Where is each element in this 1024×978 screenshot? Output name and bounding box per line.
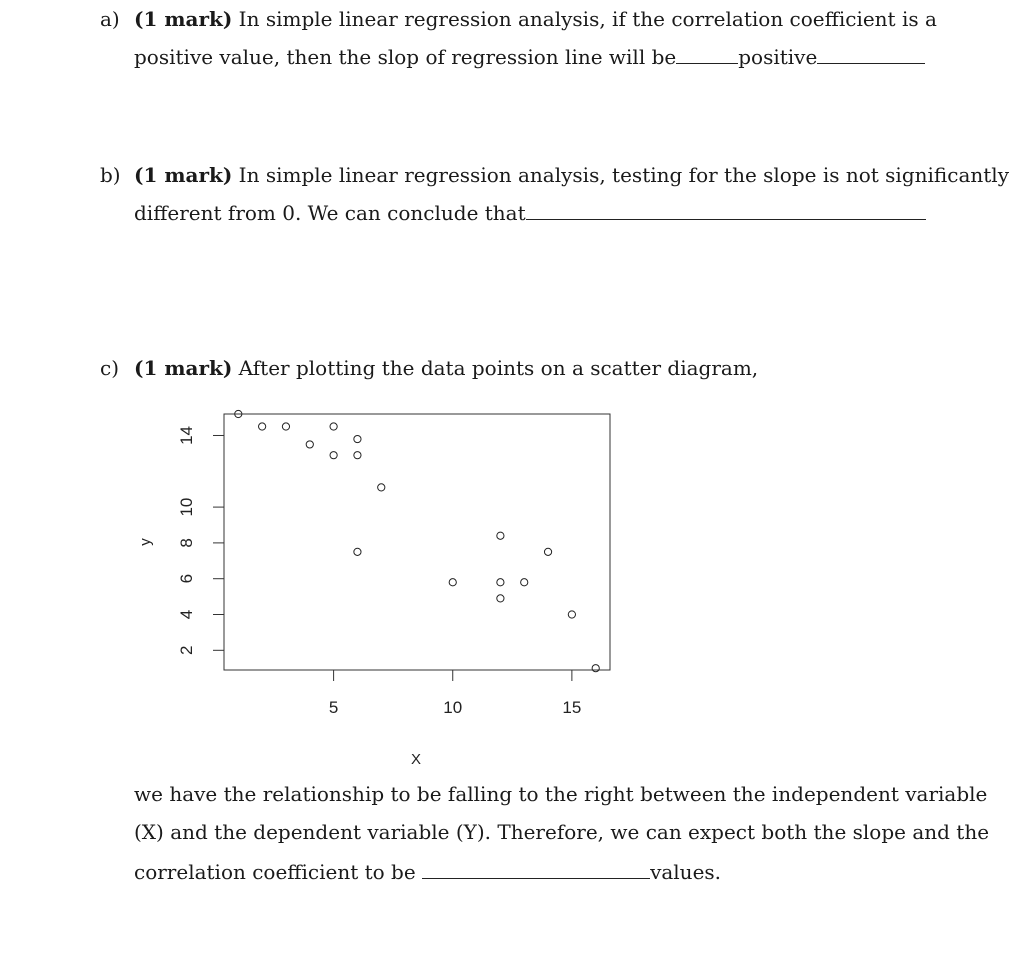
data-point-5 — [330, 452, 337, 459]
question-c-text-4: values. — [650, 860, 722, 884]
data-point-7 — [354, 452, 361, 459]
answer-a: positive — [738, 45, 818, 69]
y-tick-label-3: 8 — [177, 538, 196, 548]
question-a-label: a) — [100, 7, 120, 31]
question-b-text: In simple linear regression analysis, testing for the slope is not significantly — [232, 163, 1009, 187]
y-tick-label-0: 2 — [177, 645, 196, 656]
data-point-16 — [568, 611, 575, 618]
question-c-text-3: correlation coefficient to be — [134, 860, 423, 884]
y-axis-label: y — [137, 538, 154, 546]
data-point-11 — [497, 532, 504, 539]
x-axis-label: X — [410, 751, 422, 768]
data-point-13 — [497, 595, 504, 602]
question-c-after-1: we have the relationship to be falling to the right between the independent variable — [134, 782, 988, 806]
data-points — [235, 410, 600, 671]
question-a-mark: (1 mark) — [134, 7, 233, 31]
y-tick-label-1: 4 — [177, 609, 196, 620]
data-point-1 — [259, 423, 266, 430]
x-tick-label-1: 10 — [443, 698, 463, 717]
y-axis — [177, 426, 224, 655]
x-tick-label-0: 5 — [328, 698, 339, 717]
y-tick-label-2: 6 — [177, 573, 196, 584]
data-point-10 — [449, 579, 456, 586]
plot-frame — [224, 414, 610, 670]
data-point-12 — [497, 579, 504, 586]
question-c-label: c) — [100, 356, 120, 380]
data-point-14 — [521, 579, 528, 586]
x-tick-label-2: 15 — [562, 698, 582, 717]
y-tick-label-5: 14 — [177, 426, 196, 445]
data-point-15 — [544, 548, 551, 555]
question-c-after-3 — [134, 860, 721, 884]
question-c-mark: (1 mark) — [134, 356, 233, 380]
data-point-2 — [282, 423, 289, 430]
question-b-mark: (1 mark) — [134, 163, 233, 187]
data-point-9 — [354, 548, 361, 555]
question-b-label: b) — [100, 163, 121, 187]
answer-blank-c — [422, 860, 650, 879]
question-c-text: After plotting the data points on a scatter diagram, — [232, 356, 759, 380]
data-point-17 — [592, 665, 599, 672]
question-b-text-2: different from 0. We can conclude that — [134, 201, 526, 225]
data-point-8 — [378, 484, 385, 491]
data-point-3 — [306, 441, 313, 448]
question-c-after-2: (X) and the dependent variable (Y). Therefore, we can expect both the slope and the — [134, 820, 990, 844]
question-a-text: In simple linear regression analysis, if the correlation coefficient is a — [232, 7, 937, 31]
y-tick-label-4: 10 — [177, 497, 196, 517]
data-point-6 — [354, 435, 361, 442]
question-a-text-2: positive value, then the slop of regression line will be — [134, 45, 677, 69]
data-point-4 — [330, 423, 337, 430]
x-axis — [329, 670, 581, 717]
